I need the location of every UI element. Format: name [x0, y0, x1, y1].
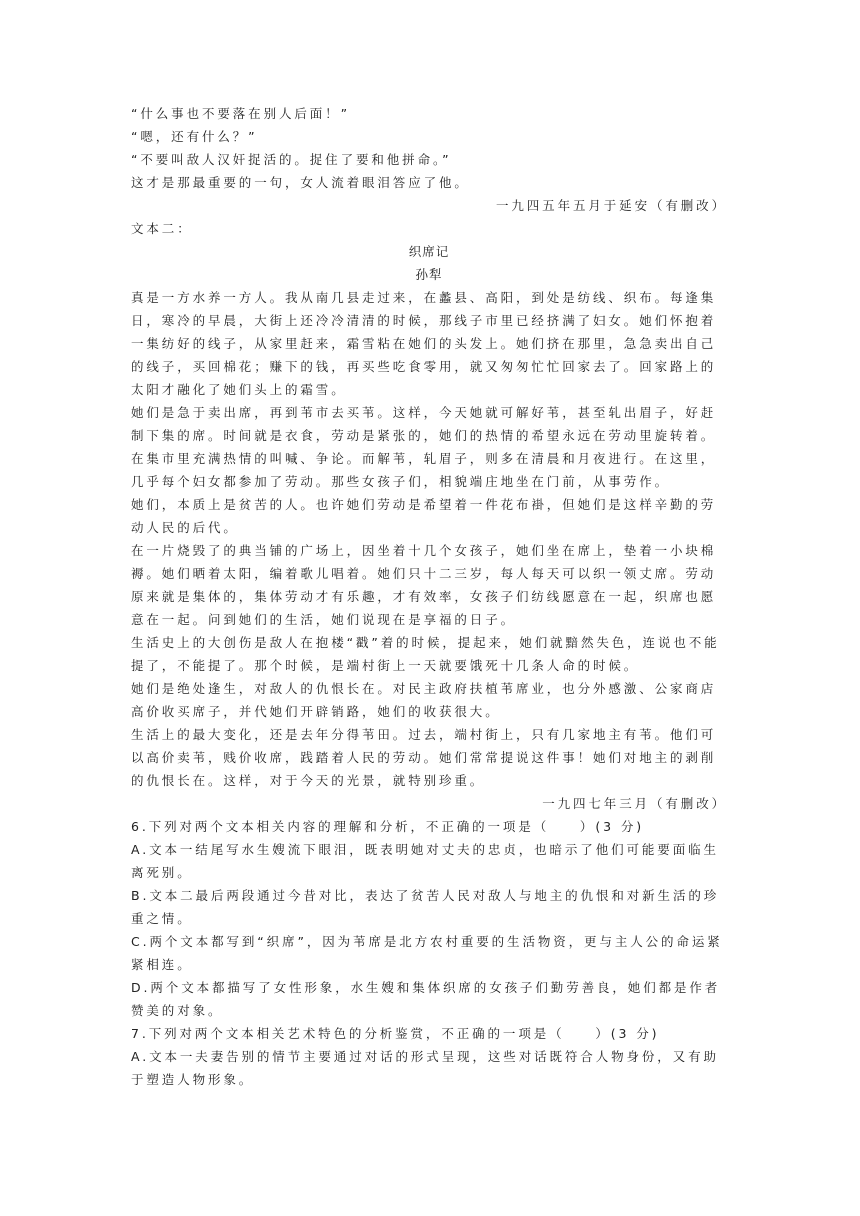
text1-signature: 一九四五年五月于延安（有删改） — [495, 198, 727, 213]
text-line: 的仇恨长在。这样，对于今天的光景，就特别珍重。 — [131, 773, 486, 788]
question-option-line: A.文本一夫妻告别的情节主要通过对话的形式呈现，这些对话既符合人物身份，又有助 — [131, 1049, 719, 1064]
text-line: 生活史上的大创伤是敌人在抱楼“戳”着的时候，提起来，她们就黯然失色，连说也不能 — [131, 635, 720, 650]
text2-label: 文本二： — [131, 221, 193, 236]
question-stem: 7.下列对两个文本相关艺术特色的分析鉴赏，不正确的一项是（ ）(3 分) — [131, 1026, 660, 1041]
text-line: 日，寒冷的早晨，大街上还冷冷清清的时候，那线子市里已经挤满了妇女。她们怀抱着 — [131, 313, 717, 328]
text-line: 高价收买席子，并代她们开辟销路，她们的收获很大。 — [131, 704, 501, 719]
question-option-line: 赞美的对象。 — [131, 1003, 224, 1018]
text-line: 制下集的席。时间就是衣食，劳动是紧张的，她们的热情的希望永远在劳动里旋转着。 — [131, 428, 717, 443]
text-line: 动人民的后代。 — [131, 520, 239, 535]
question-option-line: 重之情。 — [131, 911, 193, 926]
question-option-line: 紧相连。 — [131, 957, 193, 972]
question-7 — [131, 1022, 727, 1091]
question-stem: 6.下列对两个文本相关内容的理解和分析，不正确的一项是（ ）(3 分) — [131, 819, 645, 834]
text-line: 在集市里充满热情的叫喊、争论。而解苇，轧眉子，则多在清晨和月夜进行。在这里， — [131, 451, 717, 466]
text-line: 真是一方水养一方人。我从南几县走过来，在蠡县、高阳，到处是纺线、织布。每逢集 — [131, 290, 717, 305]
text-line: 在一片烧毁了的典当铺的广场上，因坐着十几个女孩子，她们坐在席上，垫着一小块棉 — [131, 543, 717, 558]
text-line: “什么事也不要落在别人后面！” — [131, 106, 350, 121]
text2-title: 织席记 — [408, 244, 450, 259]
text-line: 原来就是集体的，集体劳动才有乐趣，才有效率，女孩子们纺线愿意在一起，织席也愿 — [131, 589, 717, 604]
text-line: 太阳才融化了她们头上的霜雪。 — [131, 382, 347, 397]
text-line: 她们是急于卖出席，再到苇市去买苇。这样，今天她就可解好苇，甚至轧出眉子，好赶 — [131, 405, 717, 420]
question-option-line: 于塑造人物形象。 — [131, 1072, 255, 1087]
text-line: 生活上的最大变化，还是去年分得苇田。过去，端村街上，只有几家地主有苇。他们可 — [131, 727, 717, 742]
text1-ending — [131, 102, 727, 194]
question-option-line: C.两个文本都写到“织席”，因为苇席是北方农村重要的生活物资，更与主人公的命运紧 — [131, 934, 723, 949]
text2-author: 孙犁 — [415, 267, 443, 282]
question-option-line: B.文本二最后两段通过今昔对比，表达了贫苦人民对敌人与地主的仇恨和对新生活的珍 — [131, 888, 720, 903]
text-line: 一集纺好的线子，从家里赶来，霜雪粘在她们的头发上。她们挤在那里，急急卖出自己 — [131, 336, 717, 351]
text-line: 意在一起。问到她们的生活，她们说现在是享福的日子。 — [131, 612, 517, 627]
text-line: “嗯，还有什么？” — [131, 129, 258, 144]
text-line: 的线子，买回棉花；赚下的钱，再买些吃食零用，就又匆匆忙忙回家去了。回家路上的 — [131, 359, 717, 374]
text-line: 以高价卖苇，贱价收席，践踏着人民的劳动。她们常常提说这件事！她们对地主的剥削 — [131, 750, 717, 765]
text-line: 这才是那最重要的一句，女人流着眼泪答应了他。 — [131, 175, 470, 190]
question-option-line: D.两个文本都描写了女性形象，水生嫂和集体织席的女孩子们勤劳善良，她们都是作者 — [131, 980, 721, 995]
question-option-line: 离死别。 — [131, 865, 193, 880]
text2-signature: 一九四七年三月（有删改） — [542, 796, 727, 811]
document-page — [131, 102, 727, 1091]
question-6 — [131, 815, 727, 1022]
question-option-line: A.文本一结尾写水生嫂流下眼泪，既表明她对丈夫的忠贞，也暗示了他们可能要面临生 — [131, 842, 719, 857]
text-line: 她们，本质上是贫苦的人。也许她们劳动是希望着一件花布褂，但她们是这样辛勤的劳 — [131, 497, 717, 512]
text-line: 她们是绝处逢生，对敌人的仇恨长在。对民主政府扶植苇席业，也分外感激、公家商店 — [131, 681, 717, 696]
text-line: 几乎每个妇女都参加了劳动。那些女孩子们，相貌端庄地坐在门前，从事劳作。 — [131, 474, 671, 489]
text-line: 褥。她们晒着太阳，编着歌儿唱着。她们只十二三岁，每人每天可以织一领丈席。劳动 — [131, 566, 717, 581]
text-line: “不要叫敌人汉奸捉活的。捉住了要和他拼命。” — [131, 152, 452, 167]
text-line: 提了，不能提了。那个时候，是端村街上一天就要饿死十几条人命的时候。 — [131, 658, 640, 673]
text2-body — [131, 286, 727, 792]
